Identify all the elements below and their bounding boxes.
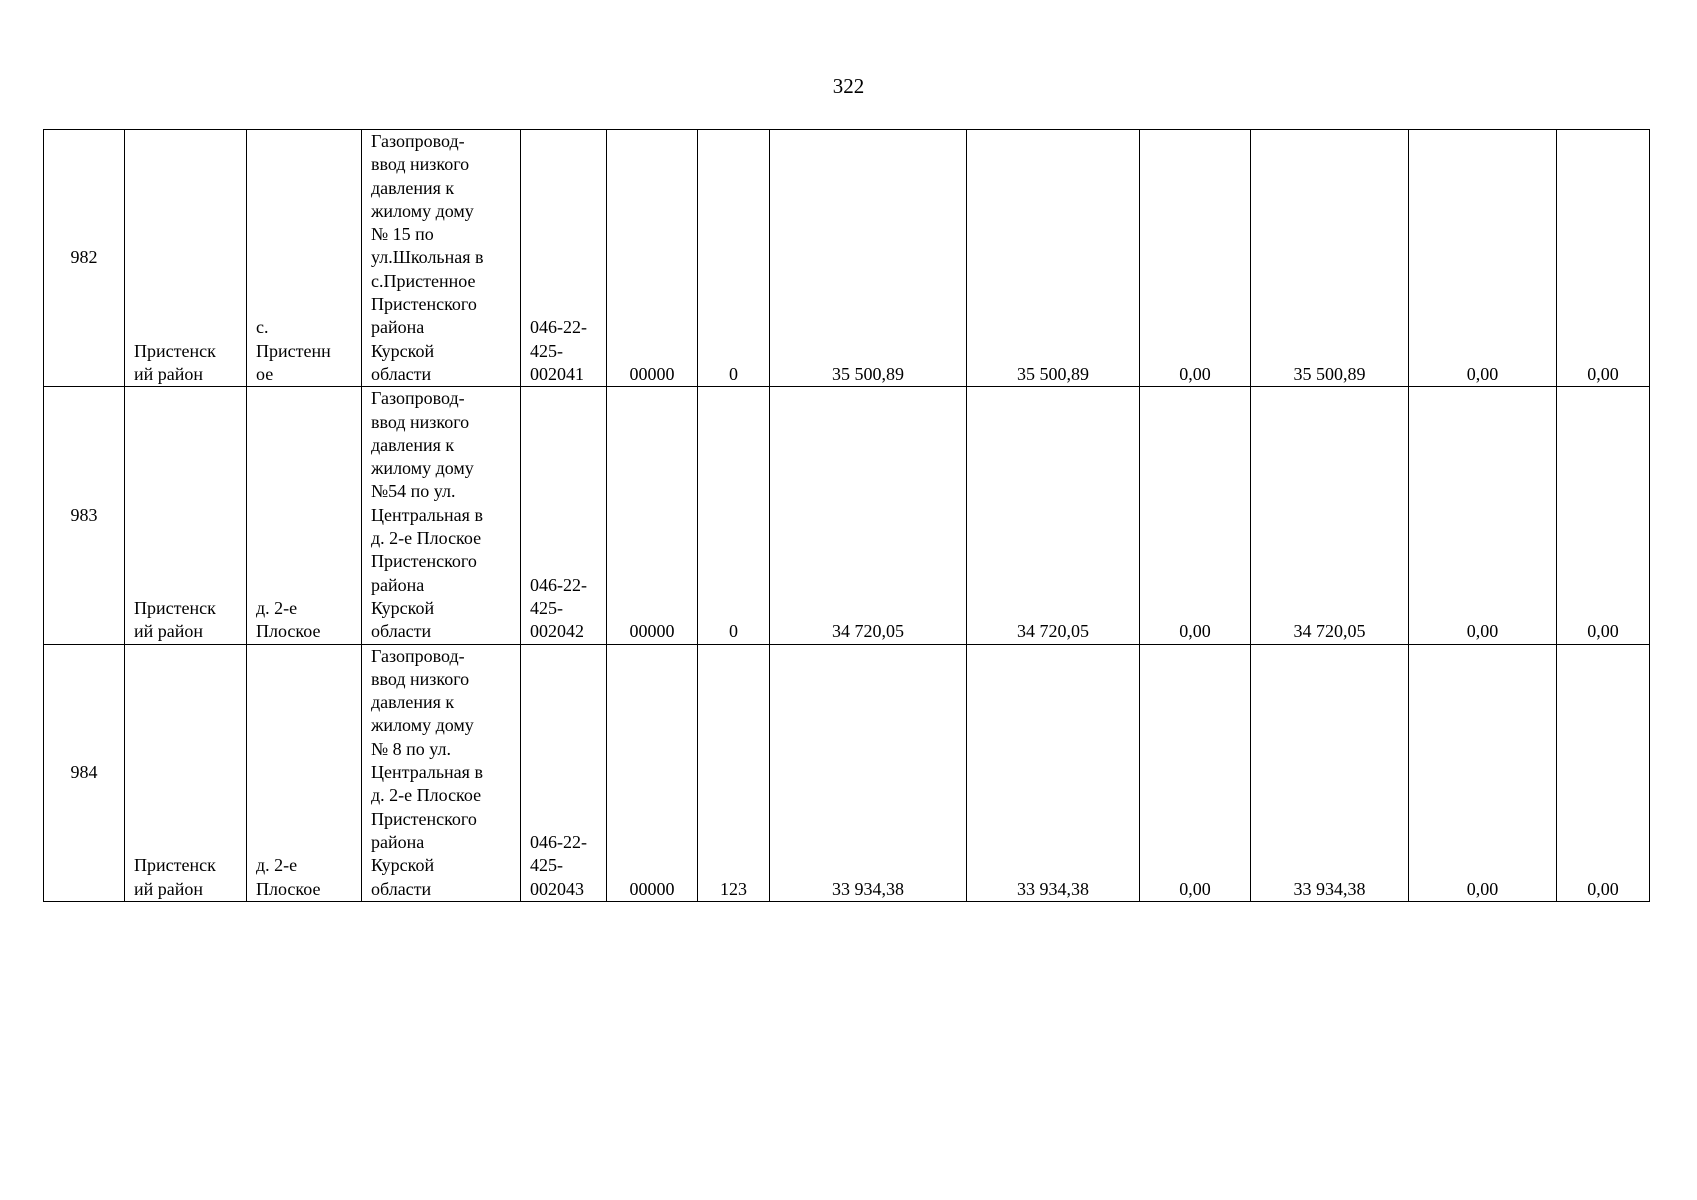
- value-6: 0,00: [1587, 878, 1619, 899]
- district-cell: [125, 644, 247, 901]
- cadastral-number: 046-22- 425- 002043: [530, 831, 587, 899]
- cadastral-cell: [521, 130, 607, 387]
- value-5: 0,00: [1466, 878, 1499, 899]
- value-5: 0,00: [1466, 621, 1499, 642]
- value-4-cell: [1251, 644, 1409, 901]
- value-2-cell: [967, 130, 1140, 387]
- district-cell: [125, 387, 247, 644]
- settlement: д. 2-е Плоское: [256, 597, 321, 642]
- value-3-cell: [1140, 387, 1251, 644]
- object-cell: [362, 130, 521, 387]
- book-value-cell: [770, 644, 967, 901]
- settlement-cell: [247, 387, 362, 644]
- value-3-cell: [1140, 130, 1251, 387]
- code-cell: [607, 387, 698, 644]
- table-row: [44, 130, 1650, 387]
- value-3-cell: [1140, 644, 1251, 901]
- value-3: 0,00: [1179, 878, 1211, 899]
- value-2-cell: [967, 644, 1140, 901]
- district-cell: [125, 130, 247, 387]
- value-5-cell: [1409, 130, 1557, 387]
- row-index-cell: [44, 644, 125, 901]
- length-cell: [698, 130, 770, 387]
- cadastral-cell: [521, 387, 607, 644]
- object-description: Газопровод- ввод низкого давления к жилому дому №54 по ул. Центральная в д. 2-е Плоское Пристенского района Курской области: [371, 388, 483, 642]
- object-cell: [362, 387, 521, 644]
- book-value: 35 500,89: [832, 363, 904, 384]
- value-4: 33 934,38: [1293, 878, 1366, 899]
- value-4: 34 720,05: [1293, 621, 1366, 642]
- value-2: 35 500,89: [1017, 363, 1089, 384]
- code-cell: [607, 130, 698, 387]
- value-2-cell: [967, 387, 1140, 644]
- table-row: [44, 644, 1650, 901]
- object-description: Газопровод- ввод низкого давления к жилому дому № 8 по ул. Центральная в д. 2-е Плоское Пристенского района Курской области: [371, 645, 483, 899]
- code: 00000: [629, 621, 675, 642]
- value-6: 0,00: [1587, 621, 1619, 642]
- row-index-cell: [44, 130, 125, 387]
- length-cell: [698, 387, 770, 644]
- value-3: 0,00: [1179, 363, 1211, 384]
- settlement: с. Пристенн ое: [256, 317, 331, 384]
- value-2: 34 720,05: [1017, 621, 1089, 642]
- cadastral-cell: [521, 644, 607, 901]
- value-5-cell: [1409, 387, 1557, 644]
- settlement-cell: [247, 644, 362, 901]
- book-value: 34 720,05: [832, 621, 904, 642]
- row-index: 983: [70, 504, 98, 525]
- value-2: 33 934,38: [1017, 878, 1089, 899]
- code-cell: [607, 644, 698, 901]
- district: Пристенск ий район: [134, 855, 216, 899]
- settlement-cell: [247, 130, 362, 387]
- code: 00000: [629, 363, 675, 384]
- district: Пристенск ий район: [134, 597, 216, 642]
- property-register-table: [43, 129, 1650, 902]
- book-value: 33 934,38: [832, 878, 904, 899]
- length: 0: [729, 621, 738, 642]
- value-4: 35 500,89: [1293, 363, 1366, 384]
- book-value-cell: [770, 130, 967, 387]
- length: 123: [720, 878, 747, 899]
- value-3: 0,00: [1179, 621, 1211, 642]
- settlement: д. 2-е Плоское: [256, 855, 321, 899]
- object-description: Газопровод- ввод низкого давления к жилому дому № 15 по ул.Школьная в с.Пристенное Пристенского района Курской области: [371, 131, 484, 384]
- value-6-cell: [1557, 130, 1650, 387]
- value-6: 0,00: [1587, 363, 1619, 384]
- object-cell: [362, 644, 521, 901]
- district: Пристенск ий район: [134, 340, 216, 384]
- row-index-cell: [44, 387, 125, 644]
- row-index: 984: [70, 762, 98, 783]
- page-number: 322: [832, 74, 865, 98]
- cadastral-number: 046-22- 425- 002041: [530, 317, 587, 384]
- value-4-cell: [1251, 387, 1409, 644]
- value-5-cell: [1409, 644, 1557, 901]
- value-4-cell: [1251, 130, 1409, 387]
- value-6-cell: [1557, 644, 1650, 901]
- length-cell: [698, 644, 770, 901]
- value-6-cell: [1557, 387, 1650, 644]
- book-value-cell: [770, 387, 967, 644]
- row-index: 982: [70, 247, 98, 268]
- table-row: [44, 387, 1650, 644]
- value-5: 0,00: [1466, 363, 1499, 384]
- length: 0: [729, 363, 738, 384]
- cadastral-number: 046-22- 425- 002042: [530, 574, 587, 642]
- code: 00000: [629, 878, 675, 899]
